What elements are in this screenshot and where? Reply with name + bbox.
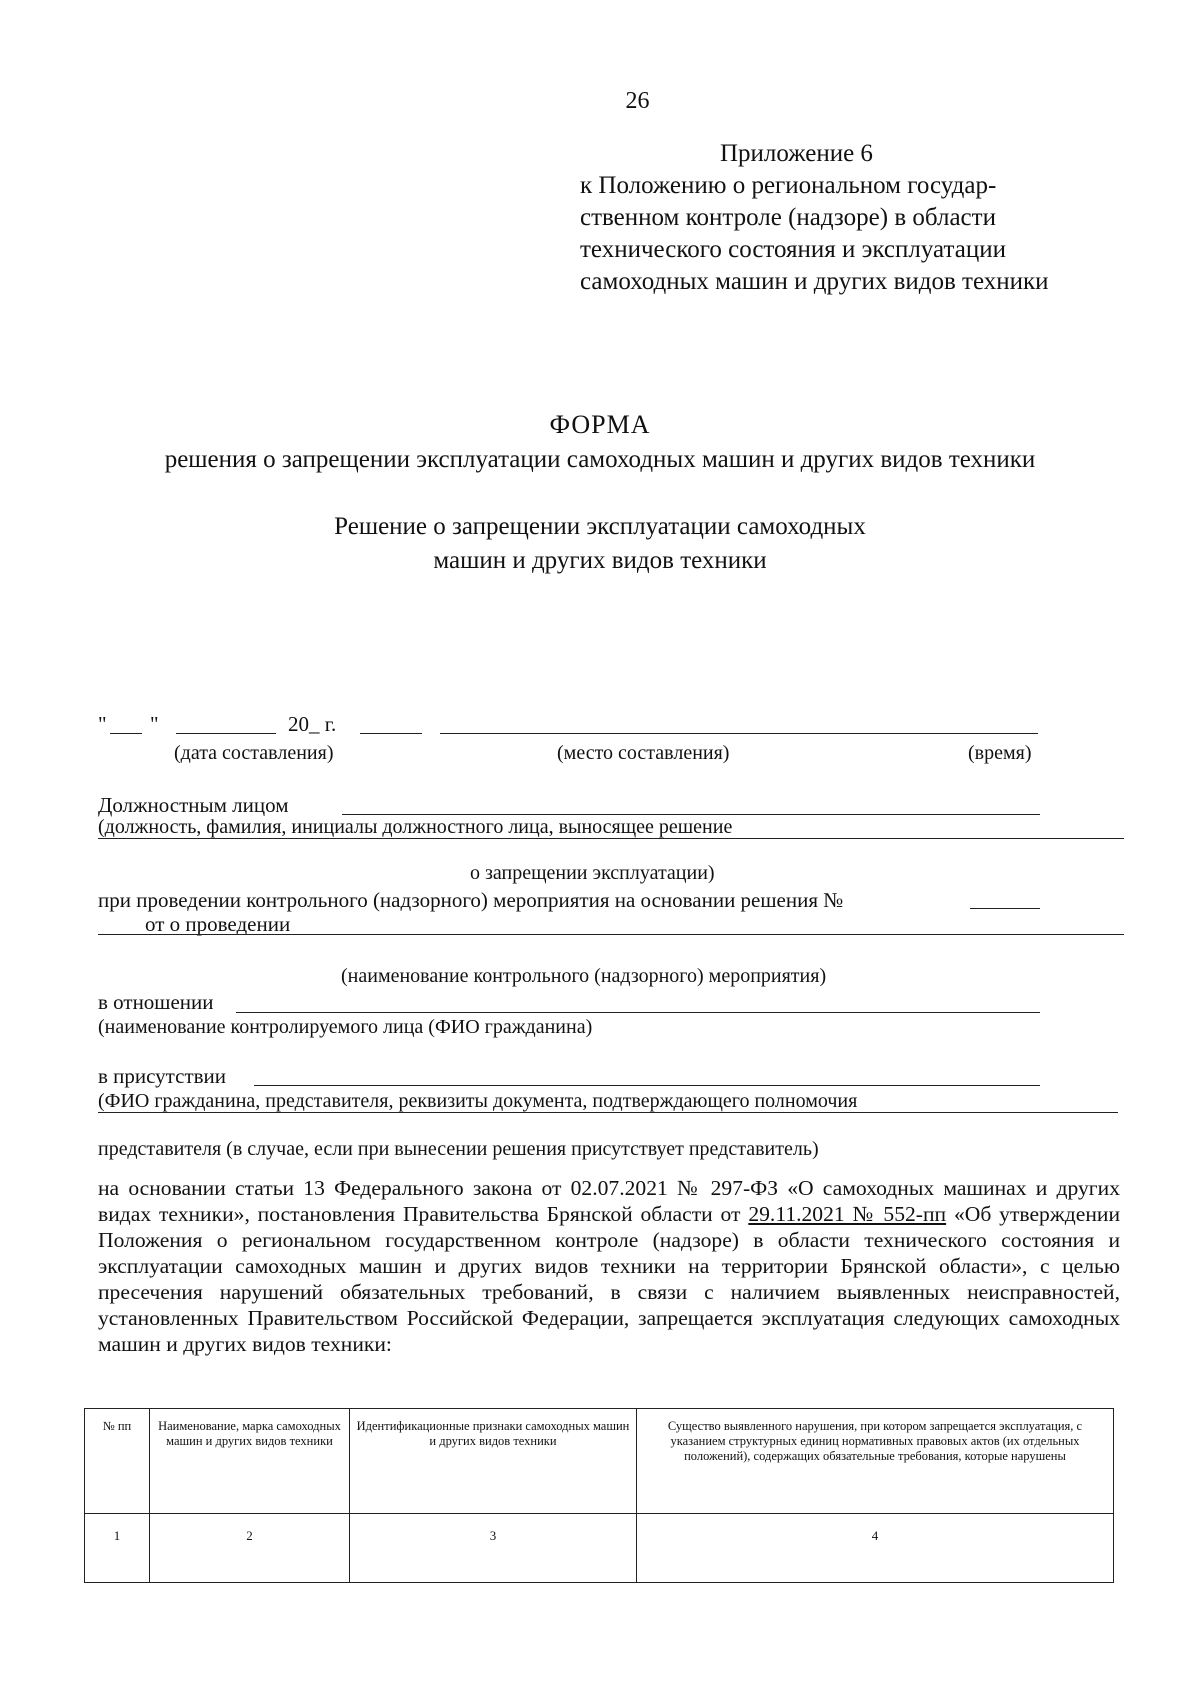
- time-caption: (время): [968, 742, 1032, 764]
- quote-close: ": [150, 712, 159, 736]
- presence-field[interactable]: [254, 1085, 1040, 1086]
- appendix-line: самоходных машин и других видов техники: [580, 268, 1049, 295]
- column-header-violation: Существо выявленного нарушения, при котором запрещается эксплуатация, с указанием структурных единиц нормативных правовых актов (их отдельных положений), содержащих обязательные требования, которые нарушены: [637, 1409, 1114, 1514]
- official-field[interactable]: [342, 814, 1040, 815]
- inspection-caption: (наименование контрольного (надзорного) мероприятия): [341, 965, 827, 987]
- official-caption: (должность, фамилия, инициалы должностного лица, выносящее решение: [98, 816, 733, 838]
- table-cell[interactable]: 3: [350, 1514, 637, 1583]
- legal-basis-text-cont: «Об утверждении Положения о региональном государственном контроле (надзоре) в области технического состояния и эксплуатации самоходных машин и других видов техники на территории Брянской области», с целью пресечения нарушений обязательных требований, в связи с наличием выявленных неисправностей, установленных Правительством Российской Федерации, запрещается эксплуатация следующих самоходных машин и других видов техники:: [98, 1202, 1120, 1356]
- presence-caption-line[interactable]: [98, 1112, 1118, 1113]
- quote-open: ": [98, 712, 107, 736]
- inspection-field[interactable]: [98, 934, 1124, 935]
- appendix-line: ственном контроле (надзоре) в области: [580, 204, 996, 231]
- column-header-number: № пп: [85, 1409, 150, 1514]
- presence-caption: (ФИО гражданина, представителя, реквизиты документа, подтверждающего полномочия: [98, 1090, 858, 1112]
- appendix-line: технического состояния и эксплуатации: [580, 236, 1006, 263]
- table-header-row: [85, 1409, 1114, 1514]
- presence-caption-cont: представителя (в случае, если при вынесении решения присутствует представитель): [98, 1138, 819, 1160]
- legal-basis-text: на основании статьи 13 Федерального закона от 02.07.2021 № 297-ФЗ «О самоходных машинах и других видах техники», постановления Правительства Брянской области от: [98, 1176, 1120, 1226]
- relation-field[interactable]: [236, 1012, 1040, 1013]
- appendix-block: [580, 138, 1049, 298]
- relation-label: в отношении: [98, 990, 214, 1014]
- table-row: [85, 1514, 1114, 1583]
- date-caption: (дата составления): [174, 742, 334, 764]
- table-cell[interactable]: 4: [637, 1514, 1114, 1583]
- decision-title-line: Решение о запрещении эксплуатации самоходных: [334, 513, 866, 540]
- official-caption-line[interactable]: [98, 838, 1124, 839]
- violations-table: [84, 1408, 1114, 1583]
- column-header-identification: Идентификационные признаки самоходных машин и других видов техники: [350, 1409, 637, 1514]
- legal-basis-paragraph: [98, 1175, 1120, 1357]
- place-time-field[interactable]: [440, 733, 1038, 734]
- form-subtitle: решения о запрещении эксплуатации самоходных машин и других видов техники: [164, 446, 1036, 473]
- year-suffix-field[interactable]: [360, 733, 422, 734]
- table-cell[interactable]: 1: [85, 1514, 150, 1583]
- official-label: Должностным лицом: [98, 793, 289, 817]
- place-caption: (место составления): [557, 742, 730, 764]
- official-caption-cont: о запрещении эксплуатации): [470, 862, 715, 884]
- appendix-line: к Положению о региональном государ-: [580, 172, 997, 199]
- decision-title-line: машин и других видов техники: [433, 547, 767, 574]
- page-number: 26: [625, 88, 650, 114]
- relation-caption: (наименование контролируемого лица (ФИО гражданина): [98, 1016, 593, 1038]
- appendix-title: Приложение 6: [720, 140, 873, 167]
- day-field[interactable]: [110, 733, 142, 734]
- form-heading: ФОРМА: [549, 410, 651, 439]
- decision-title: [0, 510, 1200, 578]
- column-header-name: Наименование, марка самоходных машин и других видов техники: [150, 1409, 350, 1514]
- inspection-from-label: от о проведении: [145, 912, 291, 936]
- year-prefix: 20_ г.: [288, 712, 337, 736]
- resolution-reference-link: 29.11.2021 № 552-пп: [748, 1202, 947, 1226]
- decision-number-field[interactable]: [970, 908, 1040, 909]
- presence-label: в присутствии: [98, 1064, 227, 1088]
- month-field[interactable]: [176, 733, 276, 734]
- inspection-text: при проведении контрольного (надзорного) мероприятия на основании решения №: [98, 888, 844, 912]
- table-cell[interactable]: 2: [150, 1514, 350, 1583]
